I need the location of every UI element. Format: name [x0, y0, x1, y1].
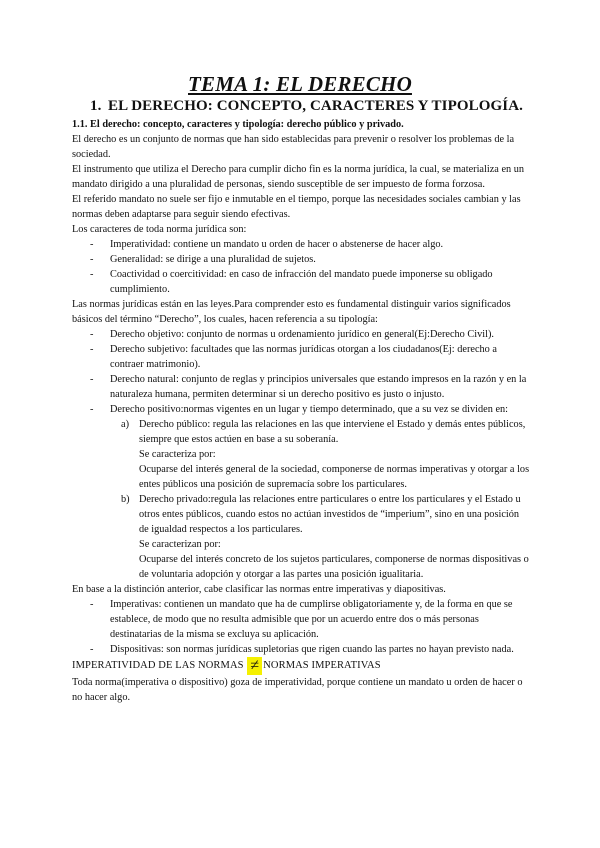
list-item: - Generalidad: se dirige a una pluralidad de sujetos. [110, 252, 530, 267]
not-equal-highlight: ≠ [247, 657, 262, 675]
section-heading-text: EL DERECHO: CONCEPTO, CARACTERES Y TIPOLOGÍA. [108, 98, 523, 114]
paragraph: En base a la distinción anterior, cabe clasificar las normas entre imperativas y diapositivas. [72, 584, 446, 595]
paragraph: Las normas jurídicas están en las leyes.Para comprender esto es fundamental distinguir varios significados básicos del término “Derecho”, los cuales, hacen referencia a su tipología: [72, 299, 511, 325]
clases-list [72, 597, 530, 657]
list-item [121, 417, 530, 492]
list-item-label: Se caracteriza por: [139, 449, 216, 460]
list-item: - Derecho natural: conjunto de reglas y principios universales que estando impresos en la razón y en la naturaleza humana, permiten determinar si un derecho positivo es justo o injusto. [110, 372, 530, 402]
list-item: - Imperatividad: contiene un mandato u orden de hacer o abstenerse de hacer algo. [110, 237, 530, 252]
list-item: - Coactividad o coercitividad: en caso de infracción del mandato puede imponerse su obligado cumplimiento. [110, 267, 530, 297]
list-marker: b) [121, 494, 130, 505]
paragraph: El referido mandato no suele ser fijo e inmutable en el tiempo, porque las necesidades sociales cambian y las normas deben adaptarse para seguir siendo efectivas. [72, 194, 521, 220]
imperatividad-heading [72, 657, 530, 675]
tipologia-list [72, 327, 530, 582]
list-item [121, 492, 530, 582]
paragraph: Los caracteres de toda norma jurídica son: [72, 224, 247, 235]
paragraph: El instrumento que utiliza el Derecho para cumplir dicho fin es la norma jurídica, la cual, se materializa en un mandato dirigido a una pluralidad de personas, siendo susceptible de ser impuesto de forma forzosa. [72, 164, 525, 190]
list-item-label: Se caracterizan por: [139, 539, 221, 550]
section-heading [90, 98, 523, 115]
imperatividad-right: NORMAS IMPERATIVAS [263, 660, 381, 671]
list-item-text: Derecho privado:regula las relaciones entre particulares o entre los particulares y el Estado u otros entes públicos, cuando estos no actúan investidos de “imperium”, sino en una posición de igualdad respectos a los particulares. [139, 494, 521, 535]
list-item [110, 402, 530, 582]
positivo-list [110, 417, 530, 582]
paragraph: Toda norma(imperativa o dispositivo) goza de imperatividad, porque contiene un mandato u orden de hacer o no hacer algo. [72, 677, 523, 703]
section-number: 1. [90, 98, 102, 114]
imperatividad-left: IMPERATIVIDAD DE LAS NORMAS [72, 660, 244, 671]
list-item-text: Derecho público: regula las relaciones en las que interviene el Estado y demás entes públicos, siempre que estos actúen en base a su soberanía. [139, 419, 526, 445]
list-item: - Derecho objetivo: conjunto de normas u ordenamiento jurídico en general(Ej:Derecho Civil). [110, 327, 530, 342]
list-item-text: Derecho positivo:normas vigentes en un lugar y tiempo determinado, que a su vez se dividen en: [110, 404, 509, 415]
caracteres-list [72, 237, 530, 297]
list-item: - Dispositivas: son normas jurídicas supletorias que rigen cuando las partes no hayan previsto nada. [110, 642, 530, 657]
paragraph: El derecho es un conjunto de normas que han sido establecidas para prevenir o resolver los problemas de la sociedad. [72, 134, 515, 160]
list-item: - Imperativas: contienen un mandato que ha de cumplirse obligatoriamente y, de la forma en que se establece, de modo que no resulta admisible que por un acuerdo entre dos o más personas destinatarias de la misma se excluya su aplicación. [110, 597, 530, 642]
list-item-detail: Ocuparse del interés concreto de los sujetos particulares, componerse de normas dispositivas o de voluntaria adopción y otorgar a las partes una posición igualitaria. [139, 554, 529, 580]
list-marker: a) [121, 419, 129, 430]
document-body [72, 117, 530, 705]
subsection-heading: 1.1. El derecho: concepto, caracteres y tipología: derecho público y privado. [72, 119, 404, 130]
list-item: - Derecho subjetivo: facultades que las normas jurídicas otorgan a los ciudadanos(Ej: derecho a contraer matrimonio). [110, 342, 530, 372]
document-title: TEMA 1: EL DERECHO [188, 72, 412, 96]
list-item-detail: Ocuparse del interés general de la sociedad, componerse de normas imperativas y otorgar a los entes públicos una posición de supremacía sobre los particulares. [139, 464, 530, 490]
